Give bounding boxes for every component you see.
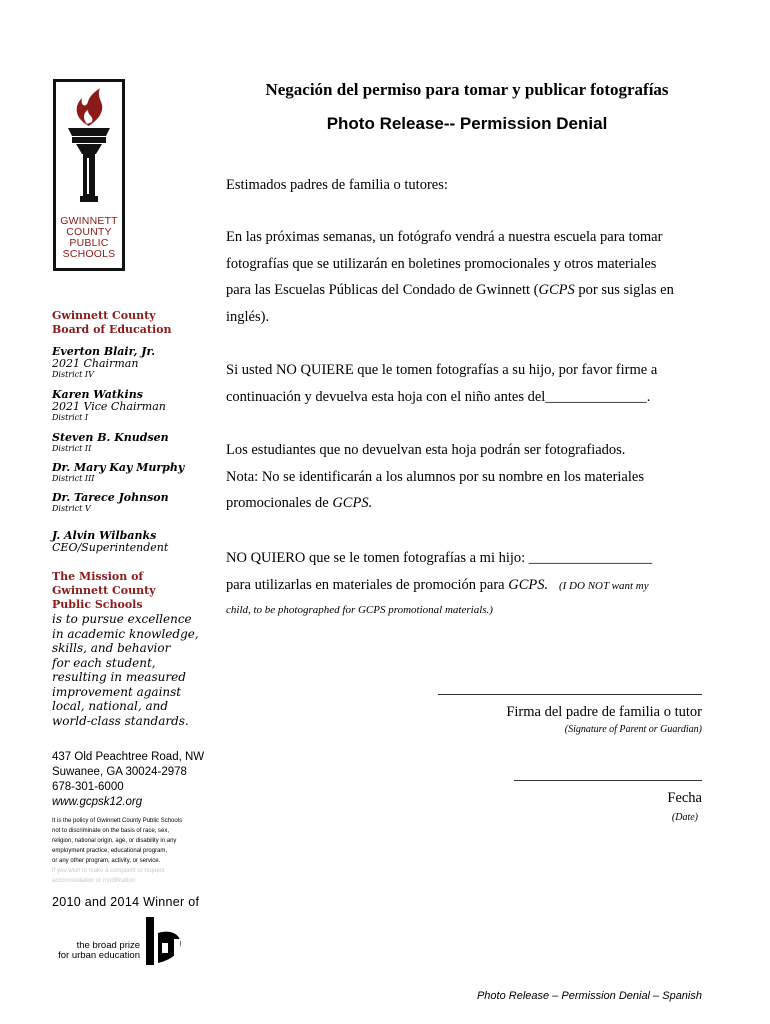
title-spanish: Negación del permiso para tomar y publicar fotografías xyxy=(265,80,669,99)
date-label-english: (Date) xyxy=(671,812,698,823)
logo-text-line2: COUNTY xyxy=(66,226,112,238)
ceo xyxy=(52,530,212,554)
ceo-name: J. Alvin Wilbanks xyxy=(52,529,157,542)
broad-prize-icon xyxy=(144,915,196,967)
member-district: District V xyxy=(52,504,91,513)
mission-line: skills, and behavior xyxy=(52,641,171,655)
member-name: Dr. Tarece Johnson xyxy=(52,491,169,504)
broad-prize-line2: for urban education xyxy=(58,950,140,961)
mission-line: is to pursue excellence xyxy=(52,612,192,626)
logo-text-line3: PUBLIC xyxy=(69,237,109,249)
member-name: Everton Blair, Jr. xyxy=(52,345,156,358)
policy-line-faded: If you wish to make a complaint or request xyxy=(52,868,165,874)
footer-text: Photo Release – Permission Denial – Spanish xyxy=(476,990,702,1002)
paragraph-instructions xyxy=(226,357,706,410)
denial-text: para utilizarlas en materiales de promoción para xyxy=(226,576,509,593)
mission-line: world-class standards. xyxy=(52,713,189,728)
member-title: 2021 Vice Chairman xyxy=(52,400,166,413)
member-district: District III xyxy=(52,474,95,483)
member-district: District IV xyxy=(52,370,94,379)
policy-block xyxy=(52,816,212,886)
note-text: promocionales de xyxy=(226,495,333,511)
logo-text-line4: SCHOOLS xyxy=(62,248,116,260)
mission-heading-1: The Mission of xyxy=(52,570,144,583)
board-member xyxy=(52,389,212,422)
member-name: Karen Watkins xyxy=(52,388,143,401)
denial-line: NO QUIERO que se le tomen fotografías a mi hijo: _________________ xyxy=(226,550,653,566)
address-phone: 678-301-6000 xyxy=(52,781,124,793)
gcps-abbrev: GCPS. xyxy=(508,576,549,593)
member-name: Steven B. Knudsen xyxy=(52,431,169,444)
gcps-abbrev: GCPS xyxy=(538,282,575,298)
mission-section xyxy=(52,570,212,728)
member-name: Dr. Mary Kay Murphy xyxy=(52,461,185,474)
broad-prize-logo xyxy=(52,915,202,967)
note-line xyxy=(226,490,706,517)
mission-heading-3: Public Schools xyxy=(52,598,143,611)
note-line: Los estudiantes que no devuelvan esta hoja podrán ser fotografiados. xyxy=(226,442,626,458)
board-member xyxy=(52,432,212,453)
mission-line: improvement against xyxy=(52,684,182,699)
denial-english: (I DO NOT want my xyxy=(558,579,649,592)
note-line: Nota: No se identificarán a los alumnos por su nombre en los materiales xyxy=(226,468,644,485)
mission-heading-2: Gwinnett County xyxy=(52,584,156,597)
address-block xyxy=(52,750,212,810)
paragraph-denial xyxy=(226,545,706,621)
mission-line: resulting in measured xyxy=(52,670,186,684)
logo-text-line1: GWINNETT xyxy=(60,215,118,227)
policy-line: religion, national origin, age, or disability in any xyxy=(52,838,177,844)
board-section xyxy=(52,309,212,337)
mission-line: in academic knowledge, xyxy=(52,626,199,641)
board-heading-1: Gwinnett County xyxy=(52,309,156,322)
denial-line xyxy=(226,572,706,600)
ceo-title: CEO/Superintendent xyxy=(52,541,169,554)
salutation: Estimados padres de familia o tutores: xyxy=(226,177,448,193)
mission-line: for each student, xyxy=(52,655,156,670)
paragraph-intro xyxy=(226,224,706,330)
mission-line: local, national, and xyxy=(52,699,169,713)
member-district: District II xyxy=(52,444,92,453)
policy-line: employment practice, educational program, xyxy=(52,848,168,854)
address-street: 437 Old Peachtree Road, NW xyxy=(52,751,205,763)
policy-line: not to discriminate on the basis of race, sex, xyxy=(52,828,170,834)
policy-line: or any other program, activity, or service. xyxy=(52,858,161,864)
torch-icon xyxy=(64,88,114,208)
policy-line-faded: accommodation or modification xyxy=(52,878,136,884)
signature-line[interactable] xyxy=(438,694,702,695)
instructions-line: Si usted NO QUIERE que le tomen fotografías a su hijo, por favor firme a xyxy=(226,362,658,378)
date-line[interactable] xyxy=(514,780,702,781)
gcps-abbrev: GCPS. xyxy=(332,495,373,511)
intro-line: fotografías que se utilizarán en boletines promocionales y otros materiales xyxy=(226,255,657,272)
denial-english-line2: child, to be photographed for GCPS promotional materials.) xyxy=(226,604,493,616)
paragraph-note xyxy=(226,437,706,517)
address-city: Suwanee, GA 30024-2978 xyxy=(52,766,187,778)
award-winner: 2010 and 2014 Winner of xyxy=(52,895,200,909)
intro-line xyxy=(226,277,706,304)
title-english: Photo Release-- Permission Denial xyxy=(326,114,608,133)
board-member xyxy=(52,462,212,483)
gcps-logo xyxy=(53,79,125,271)
board-heading-2: Board of Education xyxy=(52,323,172,336)
address-web: www.gcpsk12.org xyxy=(52,796,143,808)
member-title: 2021 Chairman xyxy=(52,357,139,370)
date-label: Fecha xyxy=(667,790,702,806)
member-district: District I xyxy=(52,413,89,422)
policy-line: It is the policy of Gwinnett County Public Schools xyxy=(52,818,183,824)
board-member xyxy=(52,492,212,513)
instructions-line: continuación y devuelva esta hoja con el niño antes del______________. xyxy=(226,388,651,405)
intro-line: En las próximas semanas, un fotógrafo vendrá a nuestra escuela para tomar xyxy=(226,229,663,245)
signature-label: Firma del padre de familia o tutor xyxy=(506,704,702,720)
board-member xyxy=(52,346,212,379)
signature-label-english: (Signature of Parent or Guardian) xyxy=(564,724,702,735)
intro-text: para las Escuelas Públicas del Condado de Gwinnett ( xyxy=(226,282,539,298)
intro-text: por sus siglas en xyxy=(574,282,674,298)
intro-line: inglés). xyxy=(226,308,270,325)
broad-prize-line1: the broad prize xyxy=(76,940,140,951)
